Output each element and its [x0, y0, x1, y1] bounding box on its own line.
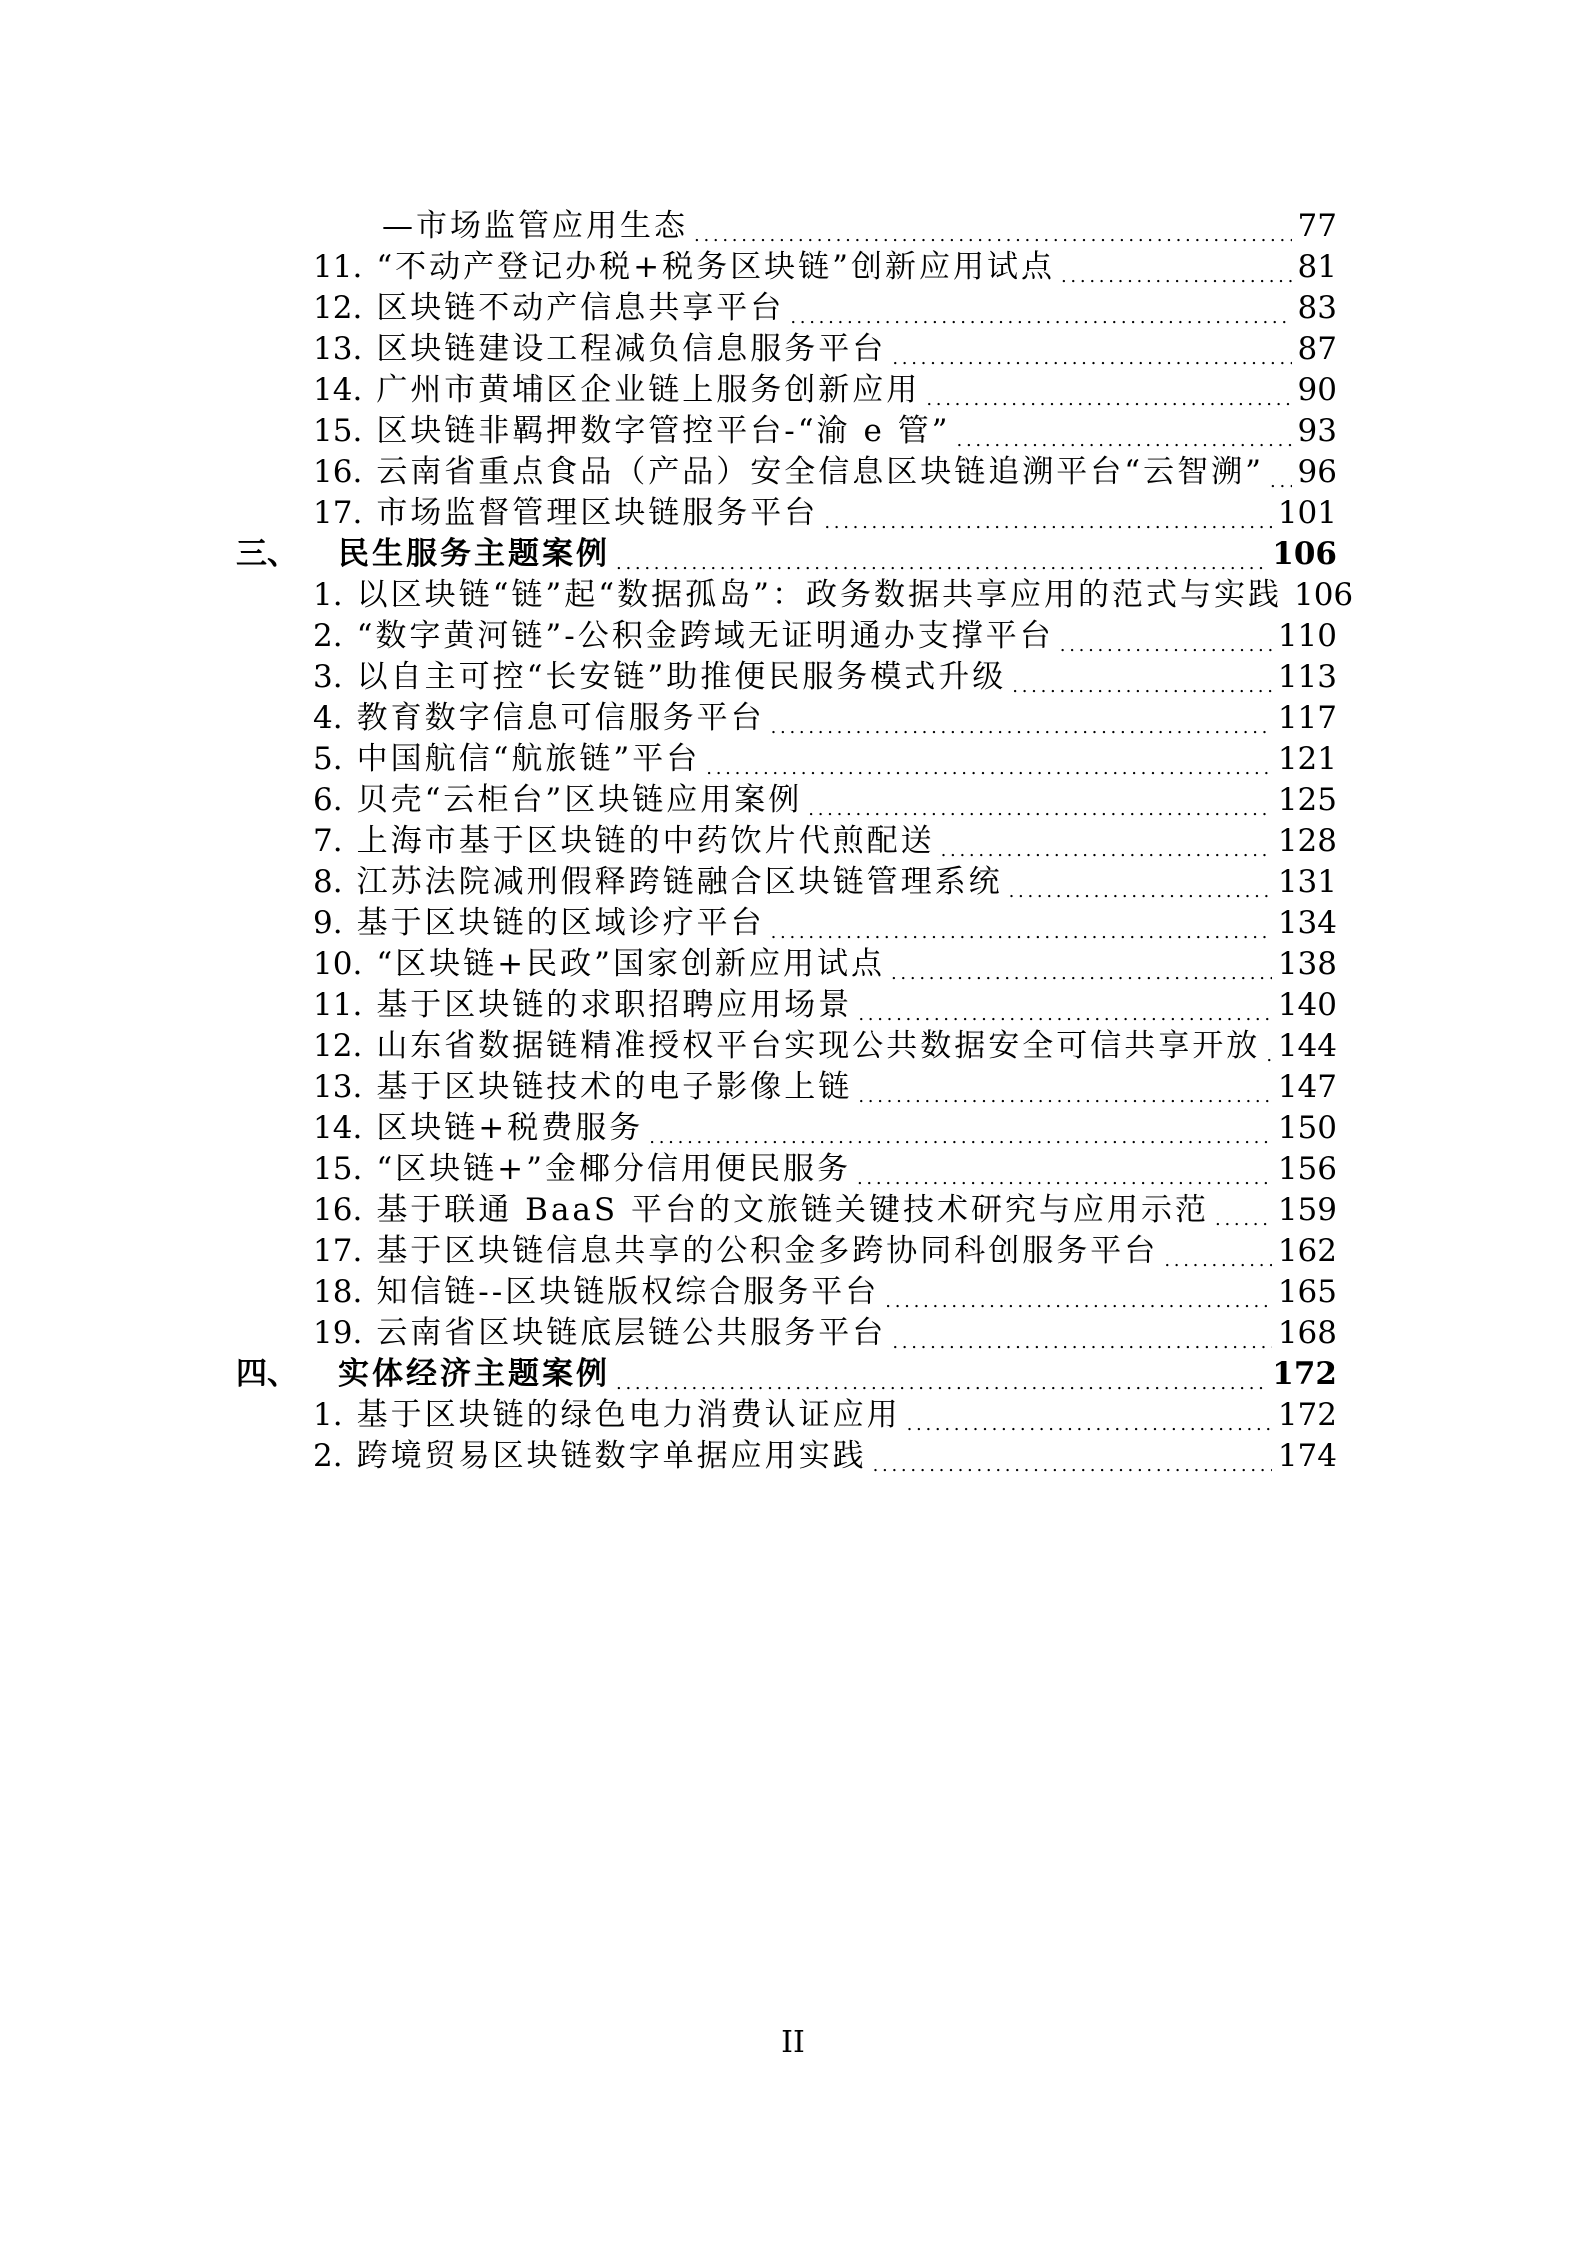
- toc-entry-number: 1.: [313, 1397, 343, 1433]
- page-footer-number: II: [781, 2025, 805, 2060]
- toc-entry-title: 江苏法院减刑假释跨链融合区块链管理系统: [356, 864, 1003, 900]
- toc-page-number: 150: [1277, 1110, 1337, 1146]
- dot-leader: [873, 1436, 1272, 1476]
- toc-entry-number: 四、: [236, 1356, 298, 1392]
- toc-entry-number: 16.: [313, 1192, 363, 1228]
- toc-entry-number: 1.: [313, 577, 343, 613]
- toc-entry-title: 市场监督管理区块链服务平台: [376, 495, 819, 531]
- toc-page-number: 162: [1277, 1233, 1337, 1269]
- toc-entry-title: 贝壳“云柜台”区块链应用案例: [356, 782, 803, 818]
- toc-entry-title: 区块链不动产信息共享平台: [376, 290, 785, 326]
- toc-entry-title: 中国航信“航旅链”平台: [356, 741, 701, 777]
- toc-page-number: 106: [1293, 577, 1354, 613]
- toc-entry-number: 9.: [313, 905, 343, 941]
- toc-entry-title: 民生服务主题案例: [338, 536, 610, 572]
- toc-entry-number: 14.: [313, 1110, 363, 1146]
- toc-entry-title: “区块链+”金椰分信用便民服务: [376, 1151, 851, 1187]
- toc-entry-title: 山东省数据链精准授权平台实现公共数据安全可信共享开放: [376, 1028, 1261, 1064]
- toc-page-number: 134: [1277, 905, 1337, 941]
- toc-entry-title: 知信链--区块链版权综合服务平台: [376, 1274, 880, 1310]
- toc-page-number: 131: [1277, 864, 1337, 900]
- toc-page-number: 156: [1277, 1151, 1337, 1187]
- toc-entry-title: 广州市黄埔区企业链上服务创新应用: [376, 372, 921, 408]
- toc-entry-number: 11.: [313, 249, 363, 285]
- toc-page-number: 140: [1277, 987, 1337, 1023]
- toc-entry-title: 基于联通 BaaS 平台的文旅链关键技术研究与应用示范: [376, 1192, 1209, 1228]
- toc-entry-title: 区块链建设工程减负信息服务平台: [376, 331, 887, 367]
- toc-entry-title: 基于区块链的绿色电力消费认证应用: [356, 1397, 901, 1433]
- toc-entry-number: 2.: [313, 618, 343, 654]
- toc-page-number: 106: [1272, 536, 1337, 572]
- toc-entry-title: 上海市基于区块链的中药饮片代煎配送: [356, 823, 935, 859]
- toc-page-number: 93: [1297, 413, 1337, 449]
- toc-entry-title: 基于区块链信息共享的公积金多跨协同科创服务平台: [376, 1233, 1159, 1269]
- toc-page-number: 110: [1277, 618, 1337, 654]
- toc-entry-title: 基于区块链技术的电子影像上链: [376, 1069, 853, 1105]
- toc-entry-title: 云南省重点食品（产品）安全信息区块链追溯平台“云智溯”: [376, 454, 1265, 490]
- toc-page-number: 90: [1297, 372, 1337, 408]
- toc-entry-title: 实体经济主题案例: [338, 1356, 610, 1392]
- toc-entry-number: 7.: [313, 823, 343, 859]
- toc-entry-number: 10.: [313, 946, 363, 982]
- toc-entry-number: 4.: [313, 700, 343, 736]
- toc-entry-number: 13.: [313, 331, 363, 367]
- toc-page-number: 81: [1297, 249, 1337, 285]
- toc-entry-number: 18.: [313, 1274, 363, 1310]
- toc-entry-number: 12.: [313, 290, 363, 326]
- toc-entry-title: “数字黄河链”-公积金跨域无证明通办支撑平台: [356, 618, 1054, 654]
- toc-page-number: 117: [1277, 700, 1337, 736]
- toc-entry-title: 跨境贸易区块链数字单据应用实践: [356, 1438, 867, 1474]
- toc-page-number: 121: [1277, 741, 1337, 777]
- toc-page-number: 113: [1277, 659, 1337, 695]
- toc-entry-number: 8.: [313, 864, 343, 900]
- toc-page-number: 168: [1277, 1315, 1337, 1351]
- toc-entry-number: 14.: [313, 372, 363, 408]
- toc-entry-title: “区块链+民政”国家创新应用试点: [376, 946, 885, 982]
- toc-entry-title: 教育数字信息可信服务平台: [356, 700, 765, 736]
- toc-entry-number: 11.: [313, 987, 363, 1023]
- toc-page-number: 172: [1272, 1356, 1337, 1392]
- toc-entry-number: 17.: [313, 1233, 363, 1269]
- toc-page-number: 125: [1277, 782, 1337, 818]
- toc-page-number: 174: [1277, 1438, 1337, 1474]
- toc-page-number: 101: [1277, 495, 1337, 531]
- toc-entry-title: 基于区块链的求职招聘应用场景: [376, 987, 853, 1023]
- toc-entry-title: 区块链非羁押数字管控平台-“渝 e 管”: [376, 413, 951, 449]
- toc-entry-title: 区块链+税费服务: [376, 1110, 644, 1146]
- toc-entry[interactable]: [313, 1426, 1337, 1476]
- toc-page-number: 165: [1277, 1274, 1337, 1310]
- toc-entry-number: 17.: [313, 495, 363, 531]
- toc-page-number: 77: [1297, 208, 1337, 244]
- toc-entry-number: 3.: [313, 659, 343, 695]
- toc-page-number: 172: [1277, 1397, 1337, 1433]
- toc-entry-number: 三、: [236, 536, 298, 572]
- toc-entry-number: 19.: [313, 1315, 363, 1351]
- toc-page-number: 144: [1277, 1028, 1337, 1064]
- toc-page-number: 138: [1277, 946, 1337, 982]
- toc-entry-title: 以自主可控“长安链”助推便民服务模式升级: [356, 659, 1007, 695]
- toc-entry-title: 基于区块链的区域诊疗平台: [356, 905, 765, 941]
- toc-page-number: 128: [1277, 823, 1337, 859]
- toc-page-number: 159: [1277, 1192, 1337, 1228]
- toc-page-number: 83: [1297, 290, 1337, 326]
- toc-entry-title: “不动产登记办税+税务区块链”创新应用试点: [376, 249, 1055, 285]
- toc-page-number: 147: [1277, 1069, 1337, 1105]
- toc-page-number: 96: [1297, 454, 1337, 490]
- toc-page-number: 87: [1297, 331, 1337, 367]
- toc-entry-number: 15.: [313, 413, 363, 449]
- toc-entry-number: 6.: [313, 782, 343, 818]
- toc-entry-number: 12.: [313, 1028, 363, 1064]
- toc-entry-number: 13.: [313, 1069, 363, 1105]
- toc-entry-title: —市场监管应用生态: [382, 208, 688, 244]
- toc-entry-number: 16.: [313, 454, 363, 490]
- toc-entry-number: 5.: [313, 741, 343, 777]
- toc-entry-number: 2.: [313, 1438, 343, 1474]
- toc-entry-title: 以区块链“链”起“数据孤岛”：政务数据共享应用的范式与实践: [356, 577, 1282, 613]
- toc-entry-number: 15.: [313, 1151, 363, 1187]
- toc-entry-title: 云南省区块链底层链公共服务平台: [376, 1315, 887, 1351]
